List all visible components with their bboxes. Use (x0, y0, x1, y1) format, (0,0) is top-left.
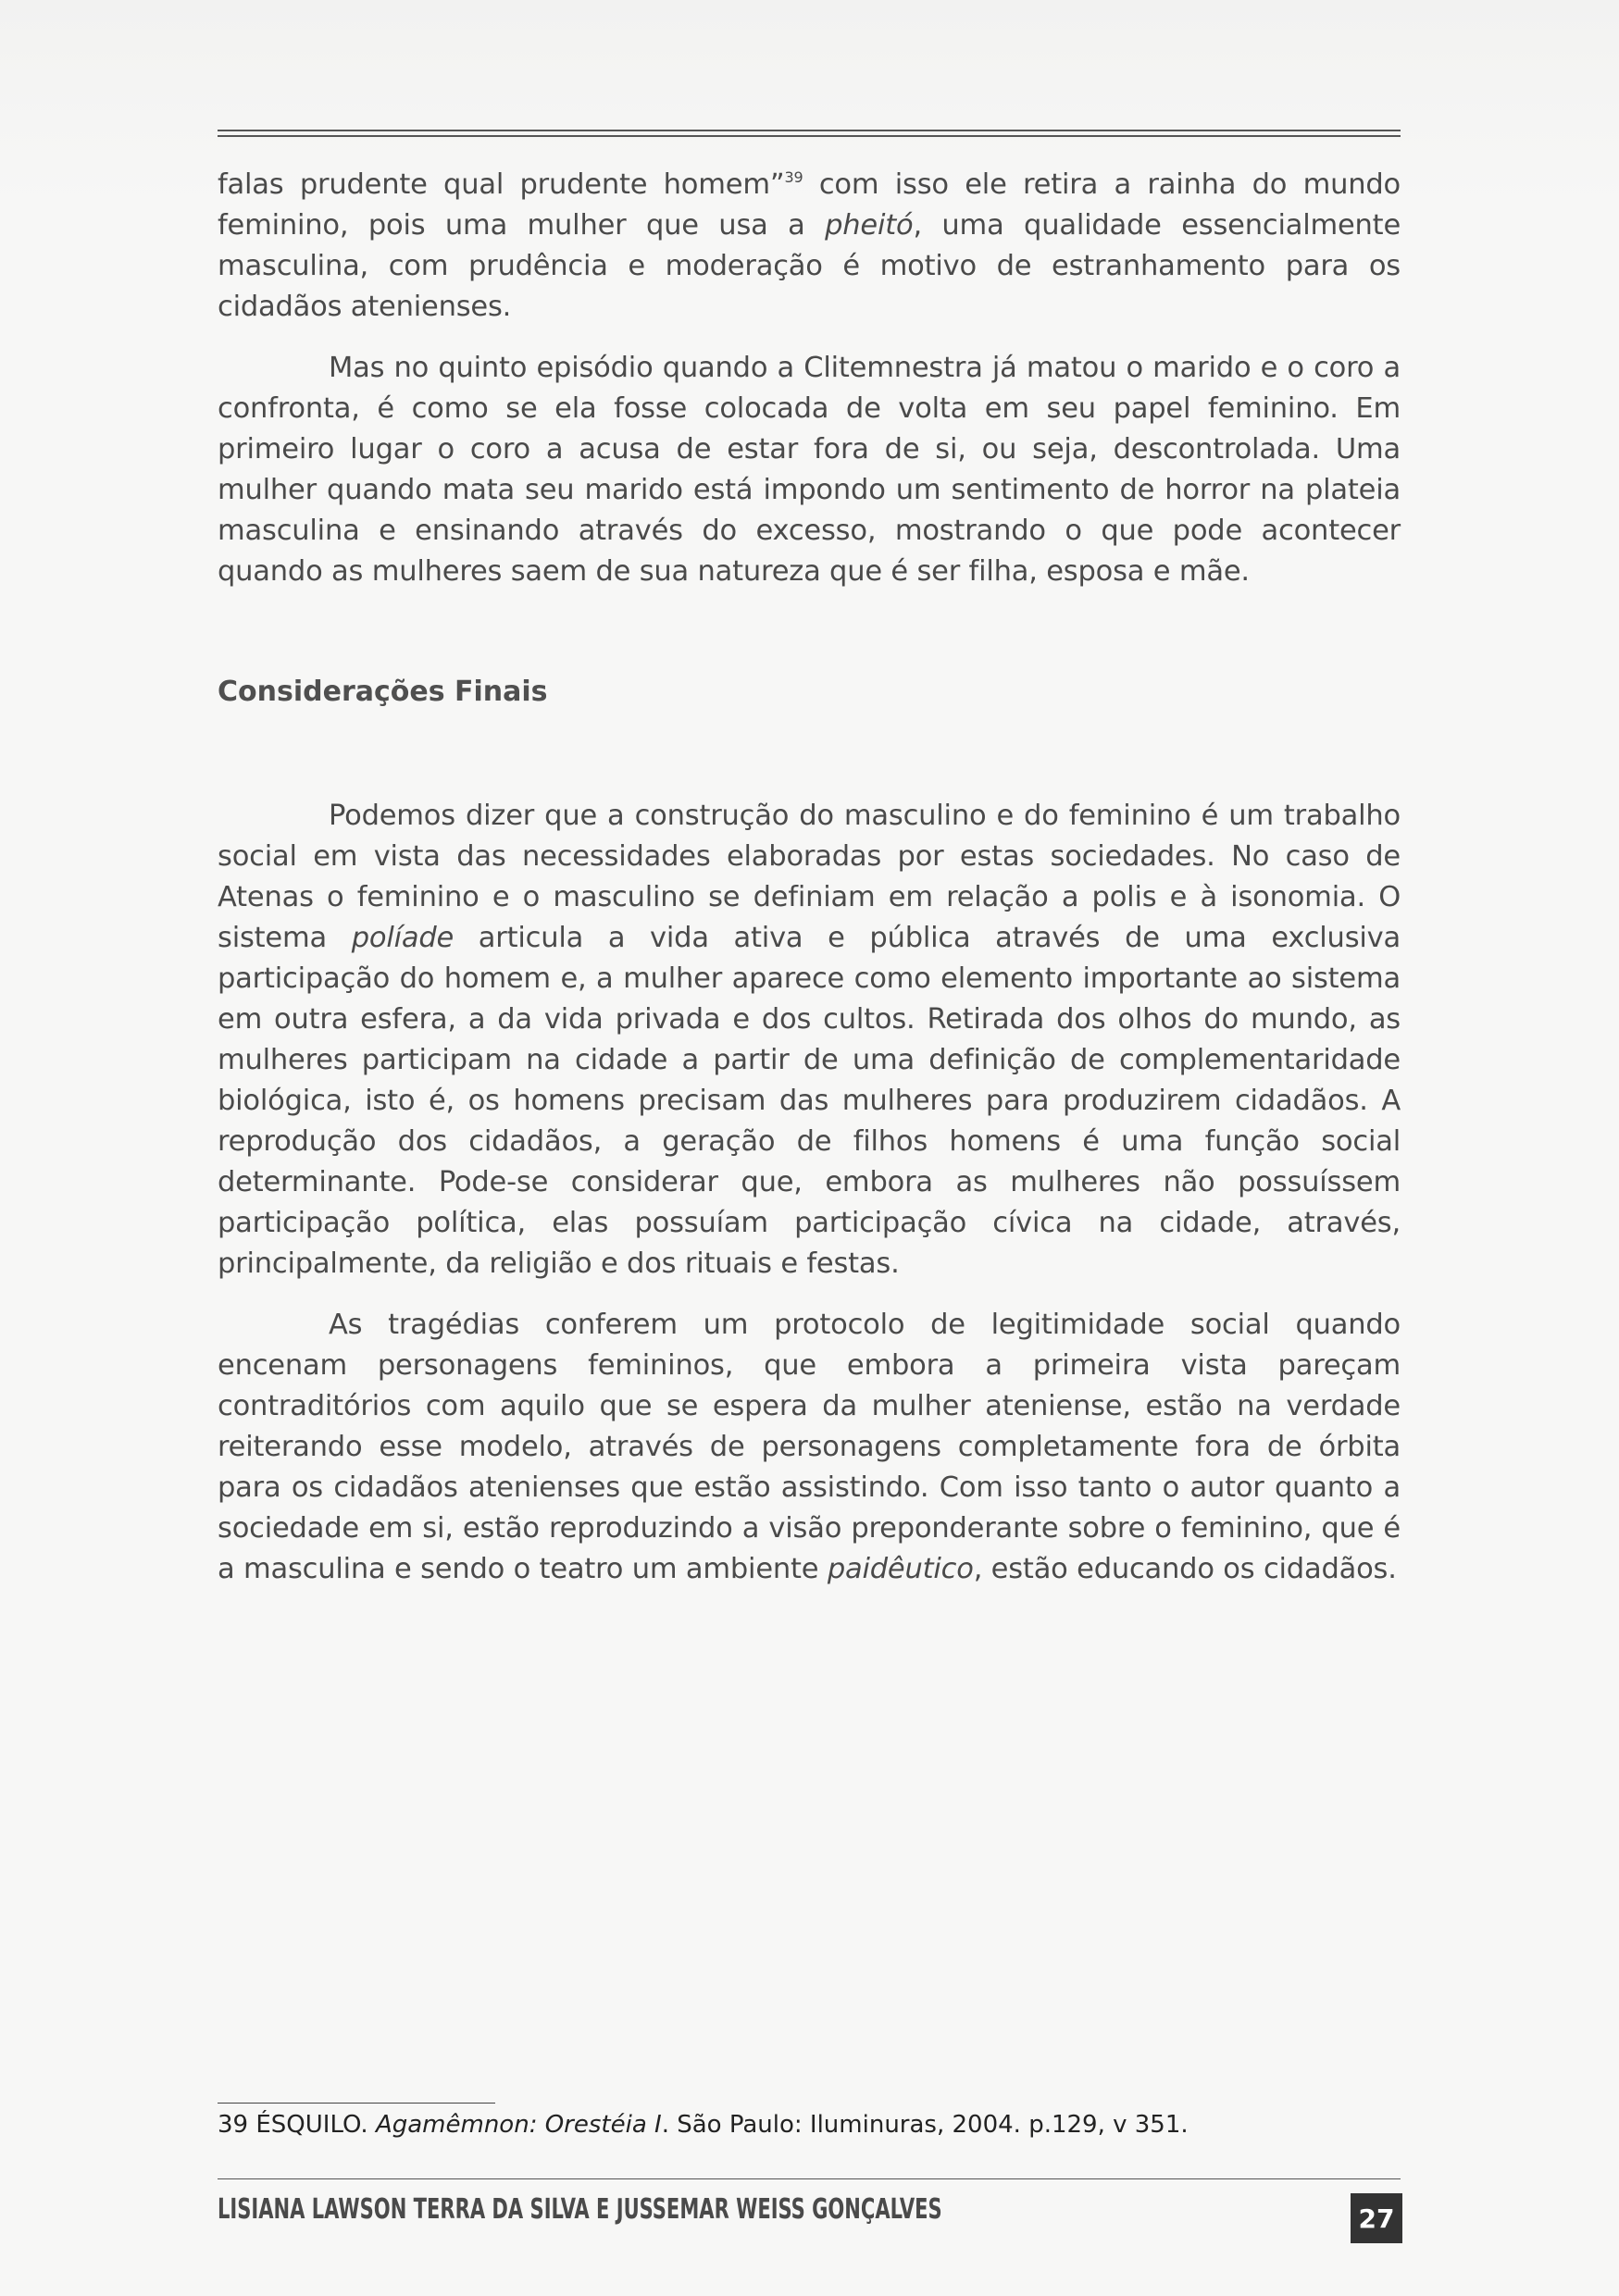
footer-authors: LISIANA LAWSON TERRA DA SILVA E JUSSEMAR WEISS GONÇALVES (218, 2193, 942, 2226)
paragraph-1-text-d: , uma qualidade essencialmente masculina, com prudência e moderação é motivo de estranhamento para os cidadãos atenienses. (218, 209, 1401, 323)
paragraph-4-text-c: , estão educando os cidadãos. (973, 1553, 1397, 1585)
paragraph-3 (218, 796, 1401, 1285)
footnote-39 (218, 2108, 1189, 2141)
footnote-work-title: Agamêmnon: Orestéia I (375, 2111, 662, 2139)
paragraph-4-text-a: As tragédias conferem um protocolo de legitimidade social quando encenam personagens femininos, que embora a primeira vista pareçam contraditórios com aquilo que se espera da mulher ateniense, estão na verdade reiterando esse modelo, através de personagens completamente fora de órbita para os cidadãos atenienses que estão assistindo. Com isso tanto o autor quanto a sociedade em si, estão reproduzindo a visão preponderante sobre o feminino, que é a masculina e sendo o teatro um ambiente (218, 1309, 1401, 1585)
paragraph-1-italic-term: pheitó (825, 209, 914, 242)
page-number-badge: 27 (1351, 2193, 1402, 2243)
footer-rule (218, 2178, 1401, 2179)
paragraph-1 (218, 165, 1401, 328)
header-double-rule (218, 130, 1401, 137)
footnote-reference[interactable]: 39 (784, 168, 803, 186)
paragraph-3-text-c: articula a vida ativa e pública através de uma exclusiva participação do homem e, a mulher aparece como elemento importante ao sistema em outra esfera, a da vida privada e dos cultos. Retirada dos olhos do mundo, as mulheres participam na cidade a partir de uma definição de complementaridade biológica, isto é, os homens precisam das mulheres para produzirem cidadãos. A reprodução dos cidadãos, a geração de filhos homens é uma função social determinante. Pode-se considerar que, embora as mulheres não possuíssem participação política, elas possuíam participação cívica na cidade, através, principalmente, da religião e dos rituais e festas. (218, 922, 1401, 1280)
paragraph-4 (218, 1305, 1401, 1590)
paragraph-1-text-b: com isso ele retira a rainha do mundo feminino, pois uma mulher que usa a (218, 168, 1401, 242)
paragraph-3-italic-term: políade (351, 922, 455, 954)
paragraph-3-text-a: Podemos dizer que a construção do masculino e do feminino é um trabalho social em vista das necessidades elaboradas por estas sociedades. No caso de Atenas o feminino e o masculino se definiam em relação a polis e à isonomia. O sistema (218, 800, 1401, 954)
paragraph-1-text-a: falas prudente qual prudente homem” (218, 168, 785, 201)
footnote-number-author: 39 ÉSQUILO. (218, 2111, 376, 2139)
body-text (218, 165, 1401, 1610)
section-heading: Considerações Finais (218, 676, 548, 708)
footnote-separator (218, 2103, 495, 2104)
paragraph-4-italic-term: paidêutico (827, 1553, 974, 1585)
paragraph-2: Mas no quinto episódio quando a Clitemnestra já matou o marido e o coro a confronta, é como se ela fosse colocada de volta em seu papel feminino. Em primeiro lugar o coro a acusa de estar fora de si, ou seja, descontrolada. Uma mulher quando mata seu marido está impondo um sentimento de horror na plateia masculina e ensinando através do excesso, mostrando o que pode acontecer quando as mulheres saem de sua natureza que é ser filha, esposa e mãe. (218, 352, 1401, 588)
footnote-publication: . São Paulo: Iluminuras, 2004. p.129, v 351. (661, 2111, 1189, 2139)
